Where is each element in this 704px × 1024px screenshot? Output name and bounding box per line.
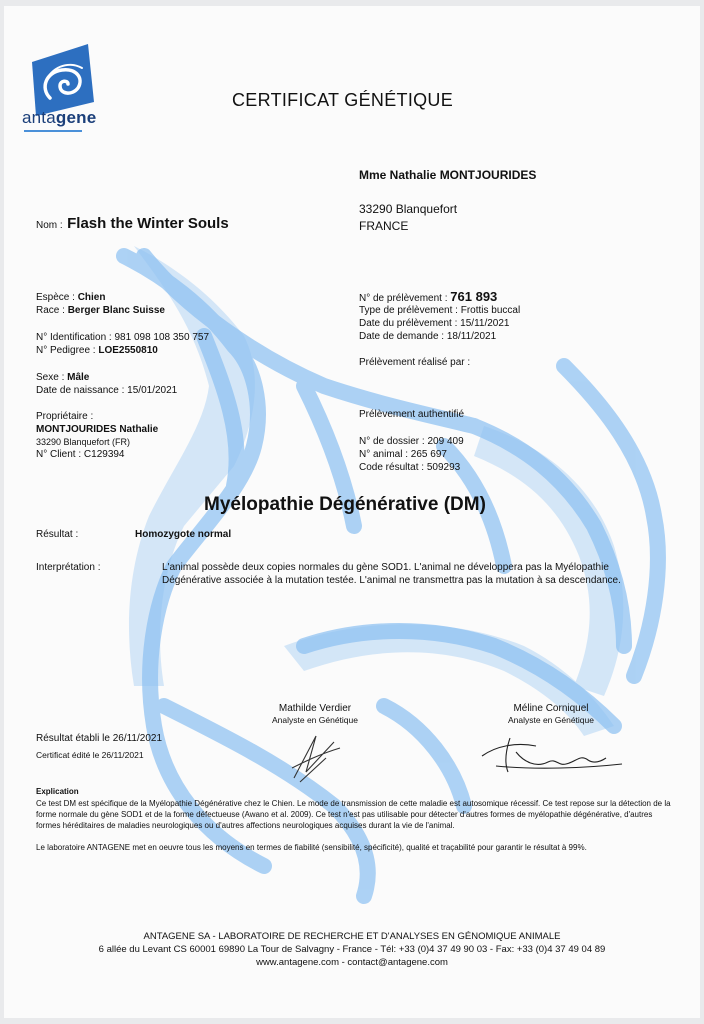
- signature2-icon: [476, 732, 626, 776]
- recipient-name: Mme Nathalie MONTJOURIDES: [359, 168, 537, 182]
- nom-label: Nom :: [36, 220, 63, 231]
- explication-title: Explication: [36, 787, 79, 796]
- date-demande-row: Date de demande : 18/11/2021: [359, 331, 497, 342]
- identification-row: N° Identification : 981 098 108 350 757: [36, 332, 210, 343]
- animal-number-row: N° animal : 265 697: [359, 449, 447, 460]
- race-row: Race : Berger Blanc Suisse: [36, 305, 165, 316]
- interpretation-line1: L'animal possède deux copies normales du gène SOD1. L'animal ne développera pas la Myélopathie: [162, 562, 609, 573]
- recipient-address-line2: FRANCE: [359, 219, 409, 233]
- naissance-row: Date de naissance : 15/01/2021: [36, 385, 178, 396]
- footer-line2: 6 allée du Levant CS 60001 69890 La Tour de Salvagny - France - Tél: +33 (0)4 37 49 90 03 - Fax: +33 (0)4 37 49 04 89: [98, 944, 606, 955]
- type-prelevement-row: Type de prélèvement : Frottis buccal: [359, 305, 521, 316]
- animal-name-row: [36, 215, 229, 233]
- analyst1-name: Mathilde Verdier: [278, 703, 352, 714]
- logo-wordmark: antagene: [22, 108, 97, 127]
- interpretation-line2: Dégénérative associée à la mutation testée. L'animal ne transmettra pas la mutation à sa descendance.: [162, 575, 621, 586]
- logo-underline: [24, 130, 82, 132]
- resultat-value: Homozygote normal: [135, 529, 232, 540]
- resultat-label: Résultat :: [36, 529, 79, 540]
- recipient-address-line1: 33290 Blanquefort: [359, 202, 458, 216]
- pedigree-row: N° Pedigree : LOE2550810: [36, 345, 158, 356]
- fiabilite-text: Le laboratoire ANTAGENE met en oeuvre tous les moyens en termes de fiabilité (sensibilité, spécificité), qualité et traçabilité pour garantir le résultat à 99%.: [36, 843, 587, 852]
- test-title: Myélopathie Dégénérative (DM): [204, 494, 486, 515]
- code-resultat-row: Code résultat : 509293: [359, 462, 461, 473]
- page-title: CERTIFICAT GÉNÉTIQUE: [232, 90, 454, 110]
- explication-text: Ce test DM est spécifique de la Myélopathie Dégénérative chez le Chien. Le mode de transmission de cette maladie est autosomique récessif. Ce test repose sur la détection de la forme normale du gène SOD1 et de la forme défectueuse (Awano et al. 2009). Ce test n'est pas utilisable pour détecter d'autres formes de myélopathie dégénérative, d'autres formes héréditaires de maladies neurologiques ou d'autres affections neurologiques acquises durant la vie de l'animal.: [36, 799, 671, 830]
- nom-value: Flash the Winter Souls: [67, 215, 229, 232]
- date-prelevement-row: Date du prélèvement : 15/11/2021: [359, 318, 510, 329]
- dossier-row: N° de dossier : 209 409: [359, 436, 464, 447]
- owner-city: 33290 Blanquefort (FR): [36, 437, 131, 447]
- authentifie: Prélèvement authentifié: [359, 409, 465, 420]
- prelevement-row: N° de prélèvement : 761 893: [359, 289, 498, 304]
- analyst2-role: Analyste en Génétique: [507, 715, 594, 725]
- resultat-etabli: Résultat établi le 26/11/2021: [36, 733, 163, 744]
- client-row: N° Client : C129394: [36, 449, 125, 460]
- sexe-row: Sexe : Mâle: [36, 372, 90, 383]
- owner-name: MONTJOURIDES Nathalie: [36, 424, 159, 435]
- interpretation-label: Interprétation :: [36, 562, 101, 573]
- analyst1-role: Analyste en Génétique: [271, 715, 358, 725]
- certificate-page: [4, 6, 700, 1018]
- footer-line3: www.antagene.com - contact@antagene.com: [256, 957, 448, 968]
- espece-row: Espèce : Chien: [36, 292, 106, 303]
- certificat-edite: Certificat édité le 26/11/2021: [36, 750, 144, 760]
- signature1-icon: [286, 728, 346, 784]
- footer-line1: ANTAGENE SA - LABORATOIRE DE RECHERCHE ET D'ANALYSES EN GÉNOMIQUE ANIMALE: [143, 931, 561, 942]
- owner-label: Propriétaire :: [36, 411, 94, 422]
- realise-par: Prélèvement réalisé par :: [359, 357, 471, 368]
- analyst2-name: Méline Corniquel: [513, 703, 589, 714]
